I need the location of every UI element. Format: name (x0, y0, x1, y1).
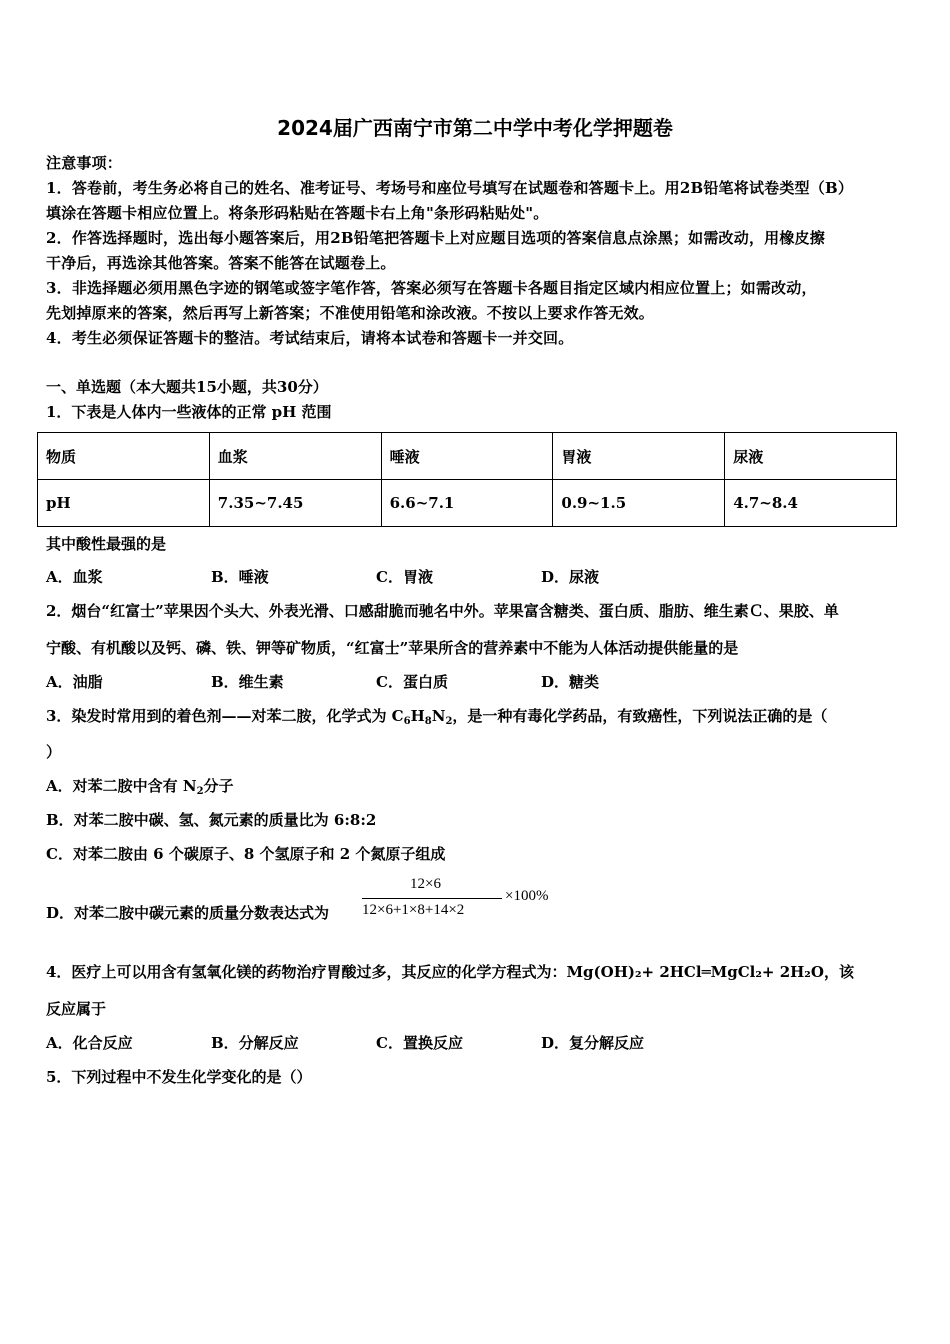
table-cell: 物质 (38, 433, 210, 480)
option-d[interactable]: D．复分解反应 (541, 1034, 645, 1052)
option-a[interactable]: A．血浆 (46, 568, 103, 586)
fraction-numerator: 12×6 (410, 876, 441, 892)
table-cell: 唾液 (381, 433, 553, 480)
notice-line: 先划掉原来的答案，然后再写上新答案；不准使用铅笔和涂改液。不按以上要求作答无效。 (46, 304, 655, 322)
notice-line: 1．答卷前，考生务必将自己的姓名、准考证号、考场号和座位号填写在试题卷和答题卡上。用2B铅笔将试卷类型（B） (46, 179, 854, 197)
question-3-line: ） (46, 743, 62, 761)
option-d[interactable]: D．糖类 (541, 673, 600, 691)
fraction-bar (362, 898, 502, 899)
option-b[interactable]: B．对苯二胺中碳、氢、氮元素的质量比为 6:8:2 (46, 811, 377, 829)
option-c[interactable]: C．对苯二胺由 6 个碳原子、8 个氢原子和 2 个氮原子组成 (46, 845, 446, 863)
question-4-line: 反应属于 (46, 1000, 107, 1018)
ph-table (37, 432, 897, 527)
table-cell: 血浆 (209, 433, 381, 480)
question-5-stem: 5．下列过程中不发生化学变化的是（） (46, 1068, 312, 1086)
table-cell: 0.9~1.5 (553, 480, 725, 527)
notice-line: 填涂在答题卡相应位置上。将条形码粘贴在答题卡右上角"条形码粘贴处"。 (46, 204, 549, 222)
fraction-denominator: 12×6+1×8+14×2 (362, 902, 465, 918)
question-3-line: 3．染发时常用到的着色剂——对苯二胺，化学式为 $C_6H_8N_2$，是一种有毒化学药品，有致癌性，下列说法正确的是（ (46, 707, 828, 727)
table-cell: 尿液 (725, 433, 897, 480)
page-title: 2024届广西南宁市第二中学中考化学押题卷 (277, 116, 673, 140)
notice-heading: 注意事项： (46, 154, 123, 172)
option-a[interactable]: A．化合反应 (46, 1034, 133, 1052)
fraction-percent: ×100% (505, 888, 549, 904)
table-cell: 胃液 (553, 433, 725, 480)
option-c[interactable]: C．蛋白质 (376, 673, 448, 691)
question-1-prompt: 其中酸性最强的是 (46, 535, 167, 553)
notice-line: 3．非选择题必须用黑色字迹的钢笔或签字笔作答，答案必须写在答题卡各题目指定区域内相应位置上；如需改动， (46, 279, 817, 297)
table-row (38, 480, 897, 527)
notice-line: 干净后，再选涂其他答案。答案不能答在试题卷上。 (46, 254, 396, 272)
notice-line: 2．作答选择题时，选出每小题答案后，用2B铅笔把答题卡上对应题目选项的答案信息点涂黑；如需改动，用橡皮擦 (46, 229, 825, 247)
question-2-line: 宁酸、有机酸以及钙、磷、铁、钾等矿物质，“红富士”苹果所含的营养素中不能为人体活动提供能量的是 (46, 639, 739, 657)
option-d[interactable]: D．尿液 (541, 568, 600, 586)
table-cell: 4.7~8.4 (725, 480, 897, 527)
option-a[interactable]: A．油脂 (46, 673, 103, 691)
table-cell: 7.35~7.45 (209, 480, 381, 527)
question-2-line: 2．烟台“红富士”苹果因个头大、外表光滑、口感甜脆而驰名中外。苹果富含糖类、蛋白质、脂肪、维生素Ｃ、果胶、单 (46, 602, 839, 620)
table-cell: 6.6~7.1 (381, 480, 553, 527)
option-b[interactable]: B．分解反应 (211, 1034, 299, 1052)
table-cell: pH (38, 480, 210, 527)
option-c[interactable]: C．置换反应 (376, 1034, 463, 1052)
question-1-stem: 1．下表是人体内一些液体的正常 pH 范围 (46, 403, 332, 421)
option-b[interactable]: B．维生素 (211, 673, 284, 691)
question-4-line: 4．医疗上可以用含有氢氧化镁的药物治疗胃酸过多，其反应的化学方程式为：Mg(OH)₂+ 2HCl═MgCl₂+ 2H₂O，该 (46, 963, 854, 981)
option-c[interactable]: C．胃液 (376, 568, 433, 586)
table-row (38, 433, 897, 480)
notice-line: 4．考生必须保证答题卡的整洁。考试结束后，请将本试卷和答题卡一并交回。 (46, 329, 574, 347)
option-b[interactable]: B．唾液 (211, 568, 269, 586)
option-a[interactable]: A．对苯二胺中含有 $N_2$分子 (46, 777, 234, 797)
section-heading: 一、单选题（本大题共15小题，共30分） (46, 378, 328, 396)
option-d[interactable]: D．对苯二胺中碳元素的质量分数表达式为 (46, 904, 330, 922)
